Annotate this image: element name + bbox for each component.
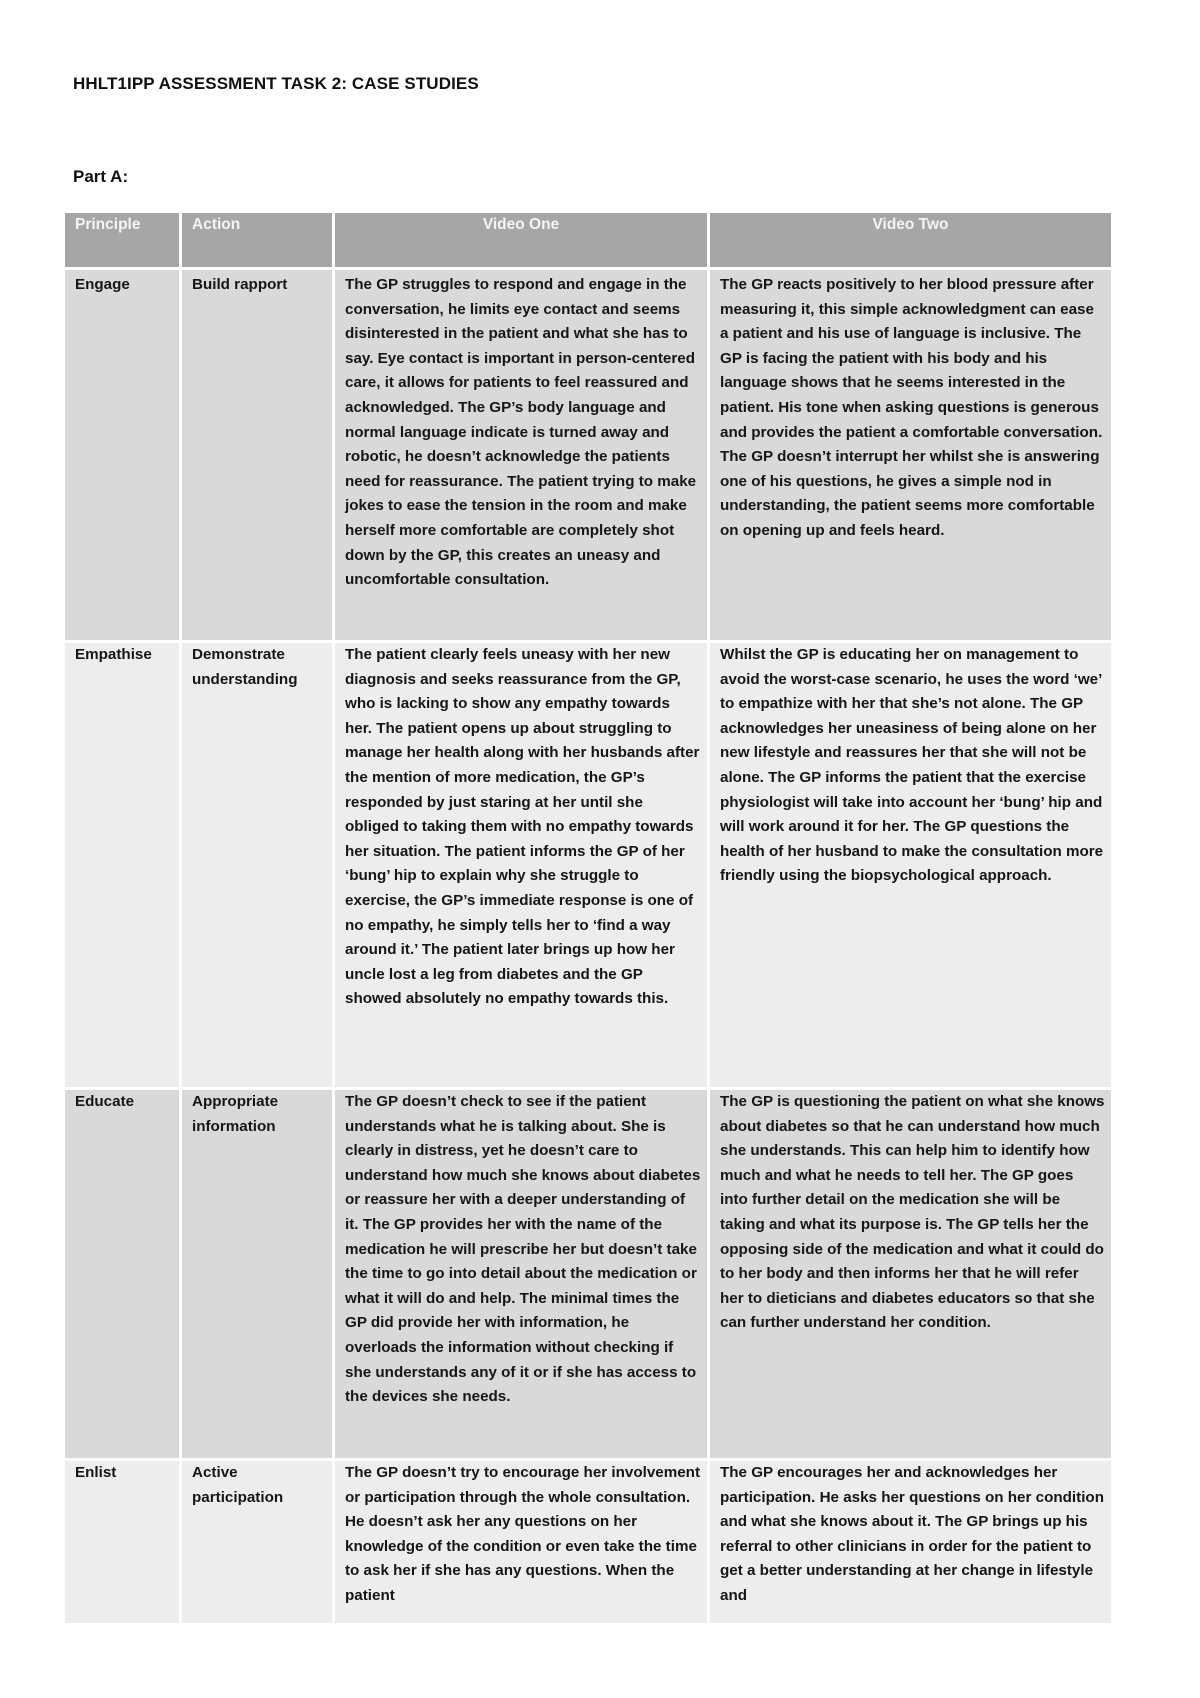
action-cell: Build rapport <box>182 270 332 640</box>
principle-cell: Enlist <box>65 1461 179 1623</box>
video-two-cell: The GP is questioning the patient on what she knows about diabetes so that he can understand how much she understands. This can help him to identify how much and what he needs to tell her. The GP goes into further detail on the medication she will be taking and what its purpose is. The GP tells her the opposing side of the medication and what it could do to her body and then informs her that he will refer her to dieticians and diabetes educators so that she can further understand her condition. <box>710 1090 1111 1458</box>
table-row <box>65 1090 1111 1458</box>
video-one-cell: The GP struggles to respond and engage in the conversation, he limits eye contact and seems disinterested in the patient and what she has to say. Eye contact is important in person-centered care, it allows for patients to feel reassured and acknowledged. The GP’s body language and normal language indicate is turned away and robotic, he doesn’t acknowledge the patients need for reassurance. The patient trying to make jokes to ease the tension in the room and make herself more comfortable are completely shot down by the GP, this creates an uneasy and uncomfortable consultation. <box>335 270 707 640</box>
header-video-two: Video Two <box>710 213 1111 267</box>
video-two-cell: The GP reacts positively to her blood pressure after measuring it, this simple acknowledgment can ease a patient and his use of language is inclusive. The GP is facing the patient with his body and his language shows that he seems interested in the patient. His tone when asking questions is generous and provides the patient a comfortable conversation. The GP doesn’t interrupt her whilst she is answering one of his questions, he gives a simple nod in understanding, the patient seems more comfortable on opening up and feels heard. <box>710 270 1111 640</box>
action-cell: Appropriate information <box>182 1090 332 1458</box>
video-one-cell: The GP doesn’t check to see if the patient understands what he is talking about. She is clearly in distress, yet he doesn’t care to understand how much she knows about diabetes or reassure her with a deeper understanding of it. The GP provides her with the name of the medication he will prescribe her but doesn’t take the time to go into detail about the medication or what it will do and help. The minimal times the GP did provide her with information, he overloads the information without checking if she understands any of it or if she has access to the devices she needs. <box>335 1090 707 1458</box>
table-row <box>65 643 1111 1087</box>
video-two-cell: Whilst the GP is educating her on management to avoid the worst-case scenario, he uses the word ‘we’ to empathize with her that she’s not alone. The GP acknowledges her uneasiness of being alone on her new lifestyle and reassures her that she will not be alone. The GP informs the patient that the exercise physiologist will take into account her ‘bung’ hip and will work around it for her. The GP questions the health of her husband to make the consultation more friendly using the biopsychological approach. <box>710 643 1111 1087</box>
principle-cell: Educate <box>65 1090 179 1458</box>
principle-cell: Engage <box>65 270 179 640</box>
action-cell: Active participation <box>182 1461 332 1623</box>
table-header-row <box>65 213 1111 267</box>
principle-cell: Empathise <box>65 643 179 1087</box>
table-row <box>65 1461 1111 1623</box>
video-one-cell: The patient clearly feels uneasy with her new diagnosis and seeks reassurance from the GP, who is lacking to show any empathy towards her. The patient opens up about struggling to manage her health along with her husbands after the mention of more medication, the GP’s responded by just staring at her until she obliged to taking them with no empathy towards her situation. The patient informs the GP of her ‘bung’ hip to explain why she struggle to exercise, the GP’s immediate response is one of no empathy, he simply tells her to ‘find a way around it.’ The patient later brings up how her uncle lost a leg from diabetes and the GP showed absolutely no empathy towards this. <box>335 643 707 1087</box>
document-title: HHLT1IPP ASSESSMENT TASK 2: CASE STUDIES <box>73 74 479 93</box>
header-principle: Principle <box>65 213 179 267</box>
video-two-cell: The GP encourages her and acknowledges her participation. He asks her questions on her condition and what she knows about it. The GP brings up his referral to other clinicians in order for the patient to get a better understanding at her change in lifestyle and <box>710 1461 1111 1623</box>
video-one-cell: The GP doesn’t try to encourage her involvement or participation through the whole consultation. He doesn’t ask her any questions on her knowledge of the condition or even take the time to ask her if she has any questions. When the patient <box>335 1461 707 1623</box>
header-video-one: Video One <box>335 213 707 267</box>
table-row <box>65 270 1111 640</box>
case-study-table <box>62 210 1114 1626</box>
part-heading: Part A: <box>73 167 129 186</box>
header-action: Action <box>182 213 332 267</box>
action-cell: Demonstrate understanding <box>182 643 332 1087</box>
